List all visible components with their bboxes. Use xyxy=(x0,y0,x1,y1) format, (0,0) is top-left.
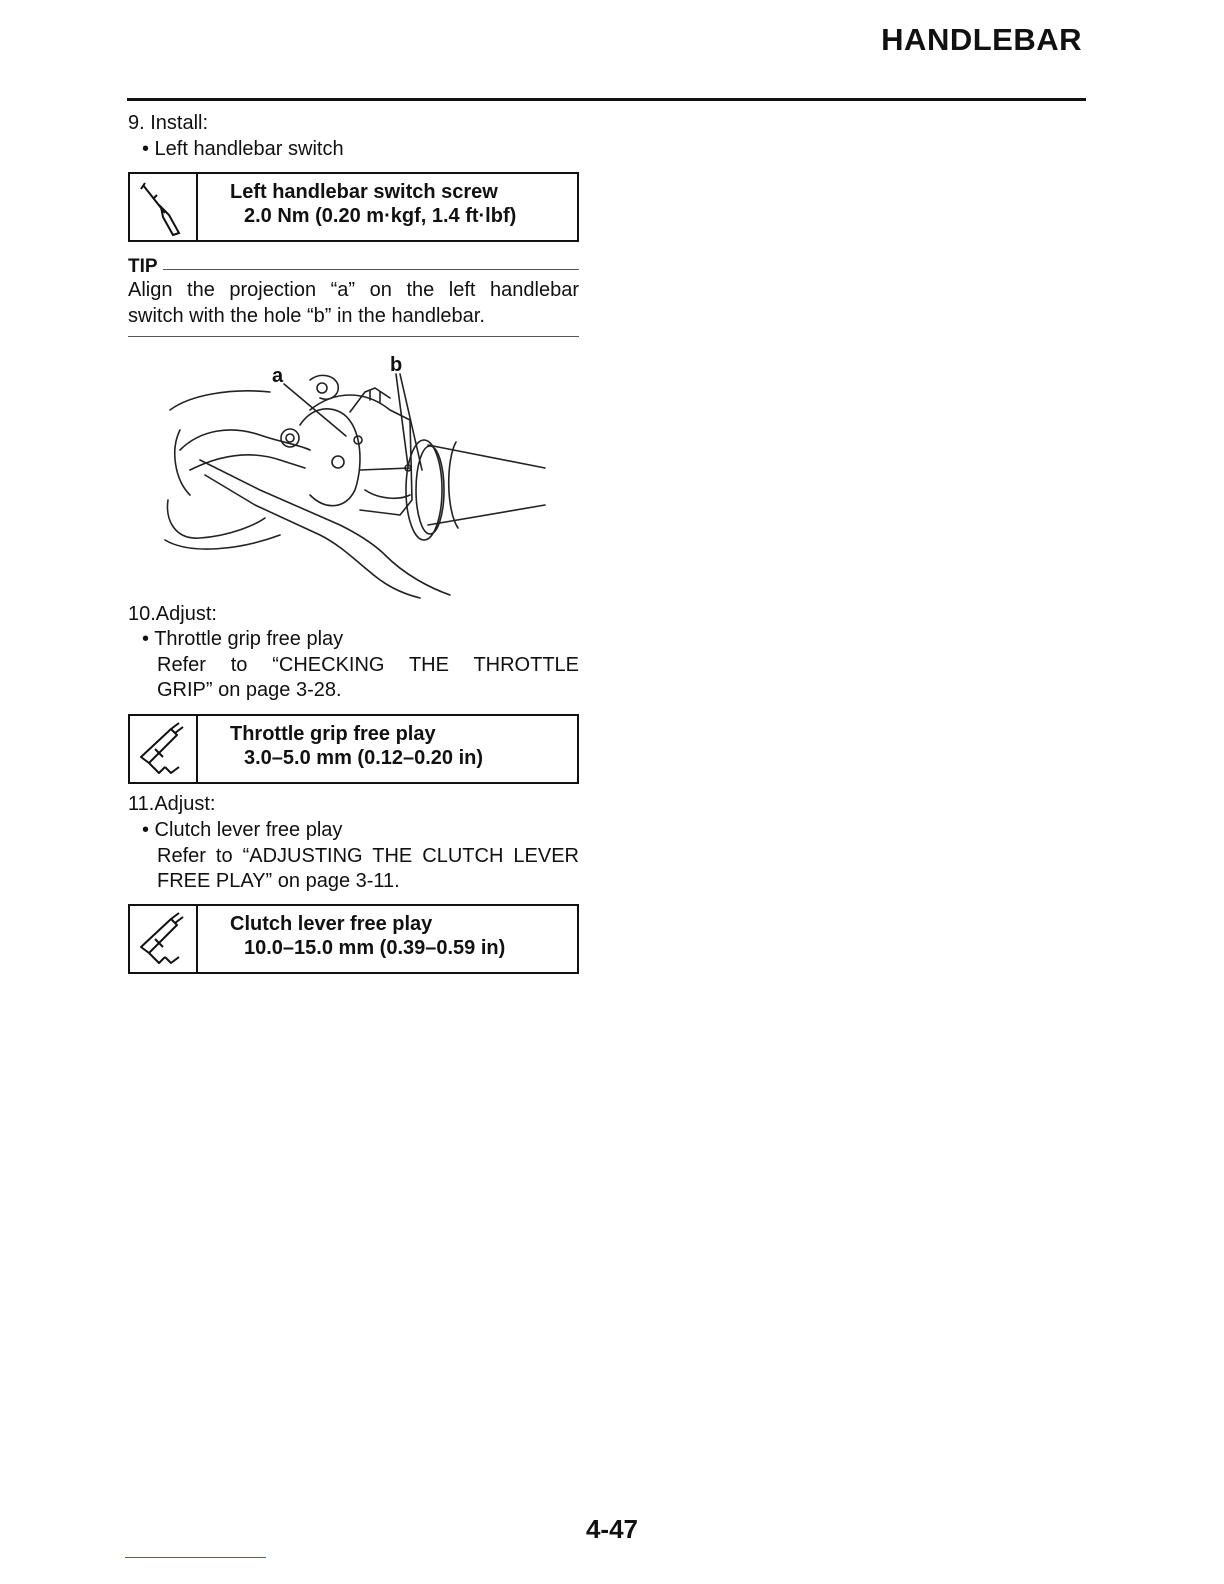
step-10-heading: 10.Adjust: xyxy=(128,603,217,625)
label-a: a xyxy=(272,365,284,387)
spec-value: 2.0 Nm (0.20 m·kgf, 1.4 ft·lbf) xyxy=(244,205,517,227)
step-10-reference-cont: GRIP” on page 3-28. xyxy=(157,679,342,701)
tip-body xyxy=(128,278,579,329)
handlebar-switch-illustration xyxy=(160,350,560,600)
caliper-icon xyxy=(130,716,198,782)
step-9-bullet: • Left handlebar switch xyxy=(142,138,344,160)
throttle-spec-box xyxy=(128,714,579,784)
footer-link-underline[interactable] xyxy=(125,1557,266,1558)
step-10-reference: Refer to “CHECKING THE THROTTLE xyxy=(157,654,579,676)
spec-label: Throttle grip free play xyxy=(230,723,436,745)
clutch-spec-box xyxy=(128,904,579,974)
step-9-heading: 9. Install: xyxy=(128,112,209,134)
page-title: HANDLEBAR xyxy=(881,22,1082,57)
step-10-bullet: • Throttle grip free play xyxy=(142,628,344,650)
step-11-reference-cont: FREE PLAY” on page 3-11. xyxy=(157,870,400,892)
spec-value: 10.0–15.0 mm (0.39–0.59 in) xyxy=(244,937,506,959)
caliper-icon xyxy=(130,906,198,972)
step-11-reference: Refer to “ADJUSTING THE CLUTCH LEVER xyxy=(157,845,579,867)
spec-label: Left handlebar switch screw xyxy=(230,181,498,203)
step-11-bullet: • Clutch lever free play xyxy=(142,819,343,841)
spec-label: Clutch lever free play xyxy=(230,913,433,935)
page-number: 4-47 xyxy=(585,1514,639,1544)
tip-divider xyxy=(163,269,579,270)
tip-end-divider xyxy=(128,336,579,337)
tip-line: Align the projection “a” on the left handlebar xyxy=(128,279,579,301)
tip-line: switch with the hole “b” in the handlebar. xyxy=(128,304,485,327)
label-b: b xyxy=(390,354,403,376)
step-11-heading: 11.Adjust: xyxy=(128,793,216,815)
torque-spec-box xyxy=(128,172,579,242)
tip-label: TIP xyxy=(128,256,158,277)
torque-wrench-icon xyxy=(130,174,198,240)
header-divider xyxy=(127,98,1086,101)
spec-value: 3.0–5.0 mm (0.12–0.20 in) xyxy=(244,747,484,769)
